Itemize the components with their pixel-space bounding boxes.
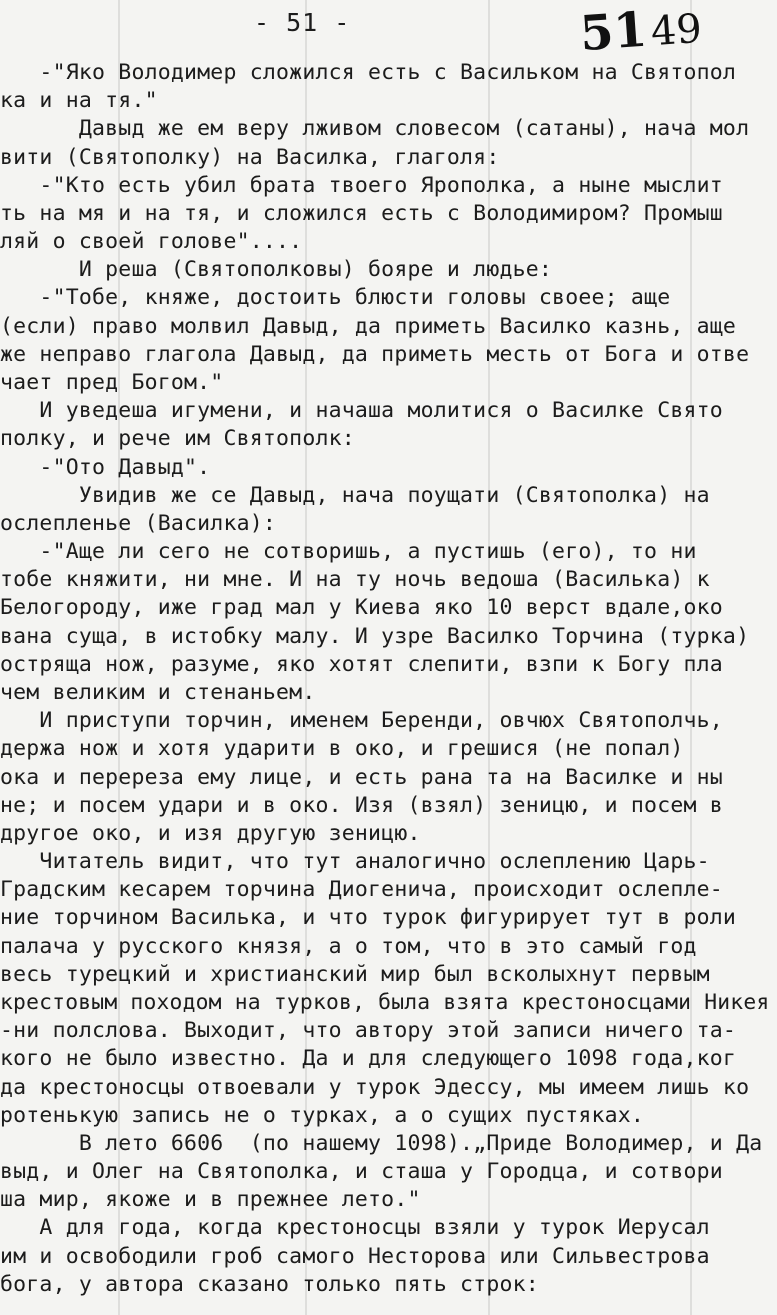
text-line: кого не было известно. Да и для следующего 1098 года,ког <box>0 1046 737 1072</box>
text-line: весь турецкий и христианский мир был всколыхнут первым <box>0 961 710 987</box>
text-line: не; и посем удари и в око. Изя (взял) зеницю, и посем в <box>0 792 723 818</box>
handwritten-page-number <box>578 0 703 62</box>
text-line: вана суща, в истобку малу. И узре Василко Торчина (турка) <box>0 623 750 649</box>
page-number: - 51 - <box>254 8 351 37</box>
text-line: Белогороду, иже град мал у Киева яко 10 верст вдале,око <box>0 595 723 621</box>
text-line: бога, у автора сказано только пять строк: <box>0 1271 539 1297</box>
text-line: палача у русского князя, а о том, что в это самый год <box>0 933 697 959</box>
text-line: Увидив же се Давыд, нача поущати (Святополка) на <box>0 482 710 508</box>
text-line: вити (Святополку) на Василка, глаголя: <box>0 144 500 170</box>
text-line: держа нож и хотя ударити в око, и грешися (не попал) <box>0 736 684 762</box>
text-line: И уведеша игумени, и начаша молитися о Василке Свято <box>0 398 723 424</box>
text-line: ние торчином Василька, и что турок фигурирует тут в роли <box>0 905 737 931</box>
text-line: же неправо глагола Давыд, да приметь месть от Бога и отве <box>0 341 750 367</box>
text-line: И приступи торчин, именем Беренди, овчюх Святополчь, <box>0 708 723 734</box>
text-line: крестовым походом на турков, была взята крестоносцами Никея <box>0 990 770 1015</box>
text-line: -ни полслова. Выходит, что автору этой записи ничего та- <box>0 1018 737 1044</box>
text-line: ослепленье (Василка): <box>0 510 277 536</box>
text-line: -"Тобе, княже, достоить блюсти головы своее; аще <box>0 285 671 311</box>
handwritten-old-number: 49 <box>649 5 704 56</box>
text-line: (если) право молвил Давыд, да приметь Василко казнь, аще <box>0 313 737 339</box>
text-line: ка и на тя." <box>0 88 158 114</box>
text-line: ротенькую запись не о турках, а о сущих пустяках. <box>0 1102 645 1128</box>
text-line: выд, и Олег на Святополка, и сташа у Городца, и сотвори <box>0 1159 723 1185</box>
text-line: В лето 6606 (по нашему 1098).„Приде Володимер, и Да <box>0 1130 763 1156</box>
text-line: тобе княжити, ни мне. И на ту ночь ведоша (Василька) к <box>0 567 710 593</box>
text-line: ока и перереза ему лице, и есть рана та на Василке и ны <box>0 764 723 790</box>
text-line: полку, и рече им Святополк: <box>0 426 355 452</box>
text-line: чем великим и стенаньем. <box>0 680 316 705</box>
text-line: да крестоносцы отвоевали у турок Эдессу, мы имеем лишь ко <box>0 1074 750 1100</box>
text-line: ляй о своей голове".... <box>0 229 303 255</box>
text-line: Давыд же ем веру лживом словесом (сатаны), нача мол <box>0 116 750 142</box>
text-line: ть на мя и на тя, и сложился есть с Володимиром? Промыш <box>0 200 723 226</box>
text-line: Читатель видит, что тут аналогично ослеплению Царь- <box>0 849 710 875</box>
text-line: другое око, и изя другую зеницю. <box>0 820 421 846</box>
text-line: И реша (Святополковы) бояре и людье: <box>0 257 553 283</box>
text-line: ша мир, якоже и в прежнее лето." <box>0 1187 421 1213</box>
text-line: им и освободили гроб самого Несторова или Сильвестрова <box>0 1243 710 1269</box>
text-line: чает пред Богом." <box>0 370 224 395</box>
text-line: -"Яко Володимер сложился есть с Васильком на Святопол <box>0 60 737 85</box>
text-line: Градским кесарем торчина Диогенича, происходит ослепле- <box>0 877 723 903</box>
text-line: -"Аще ли сего не сотворишь, а пустишь (его), то ни <box>0 539 697 565</box>
text-line: -"Ото Давыд". <box>0 454 211 480</box>
handwritten-number: 51 <box>578 1 649 63</box>
text-line: -"Кто есть убил брата твоего Ярополка, а ныне мыслит <box>0 172 723 198</box>
text-line: остряща нож, разуме, яко хотят слепити, взпи к Богу пла <box>0 651 723 677</box>
text-line: А для года, когда крестоносцы взяли у турок Иерусал <box>0 1215 710 1241</box>
